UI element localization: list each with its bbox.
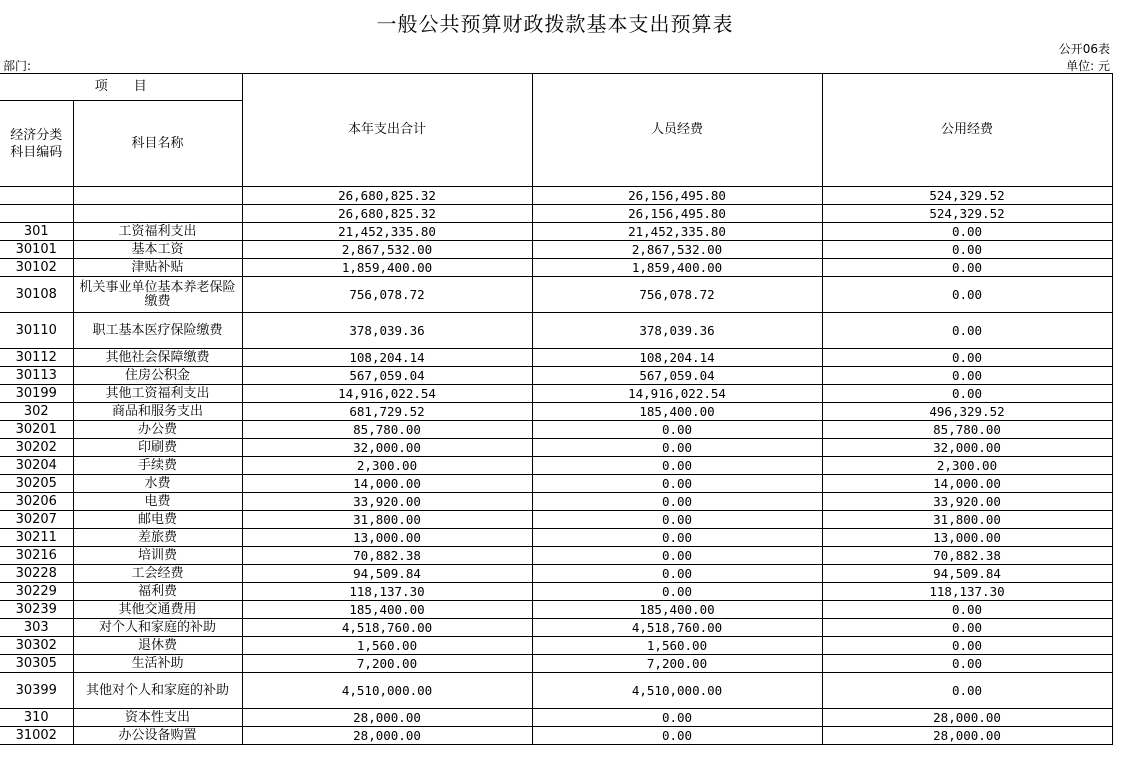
row-name: 职工基本医疗保险缴费 [73,313,242,349]
row-name [73,187,242,205]
row-name: 工会经费 [73,565,242,583]
row-total: 14,916,022.54 [242,385,532,403]
row-personnel: 26,156,495.80 [532,205,822,223]
header-public: 公用经费 [822,74,1112,187]
row-personnel: 0.00 [532,727,822,745]
row-name [73,205,242,223]
row-public: 14,000.00 [822,475,1112,493]
row-public: 94,509.84 [822,565,1112,583]
row-total: 4,518,760.00 [242,619,532,637]
row-code: 30207 [0,511,73,529]
table-row [0,529,1112,547]
row-public: 28,000.00 [822,727,1112,745]
row-public: 70,882.38 [822,547,1112,565]
row-name: 住房公积金 [73,367,242,385]
table-row [0,205,1112,223]
row-code: 30228 [0,565,73,583]
row-total: 14,000.00 [242,475,532,493]
row-total: 118,137.30 [242,583,532,601]
table-row [0,475,1112,493]
form-number: 公开06表 [1058,42,1110,56]
table-row [0,601,1112,619]
table-row [0,673,1112,709]
row-name: 其他对个人和家庭的补助 [73,673,242,709]
row-code: 30201 [0,421,73,439]
row-code: 30102 [0,259,73,277]
row-personnel: 4,518,760.00 [532,619,822,637]
row-total: 567,059.04 [242,367,532,385]
table-row [0,493,1112,511]
row-total: 1,859,400.00 [242,259,532,277]
row-code [0,205,73,223]
row-personnel: 378,039.36 [532,313,822,349]
department-label: 部门: [3,59,32,73]
row-code: 30211 [0,529,73,547]
row-personnel: 4,510,000.00 [532,673,822,709]
table-row [0,457,1112,475]
row-code: 302 [0,403,73,421]
row-total: 26,680,825.32 [242,187,532,205]
row-personnel: 0.00 [532,547,822,565]
row-personnel: 567,059.04 [532,367,822,385]
row-public: 524,329.52 [822,187,1112,205]
row-public: 496,329.52 [822,403,1112,421]
row-public: 0.00 [822,259,1112,277]
table-row [0,511,1112,529]
row-total: 185,400.00 [242,601,532,619]
row-public: 33,920.00 [822,493,1112,511]
row-name: 机关事业单位基本养老保险缴费 [73,277,242,313]
row-personnel: 0.00 [532,529,822,547]
row-total: 4,510,000.00 [242,673,532,709]
row-personnel: 0.00 [532,709,822,727]
row-personnel: 0.00 [532,457,822,475]
row-public: 0.00 [822,655,1112,673]
row-public: 0.00 [822,385,1112,403]
row-total: 26,680,825.32 [242,205,532,223]
row-personnel: 0.00 [532,493,822,511]
table-row [0,313,1112,349]
row-public: 2,300.00 [822,457,1112,475]
row-name: 商品和服务支出 [73,403,242,421]
row-personnel: 21,452,335.80 [532,223,822,241]
row-personnel: 14,916,022.54 [532,385,822,403]
row-personnel: 108,204.14 [532,349,822,367]
row-code: 30202 [0,439,73,457]
row-total: 2,867,532.00 [242,241,532,259]
row-public: 0.00 [822,223,1112,241]
table-row [0,727,1112,745]
row-code: 301 [0,223,73,241]
table-row [0,259,1112,277]
header-code: 经济分类科目编码 [0,101,73,187]
header-project: 项 目 [0,74,242,101]
row-personnel: 185,400.00 [532,403,822,421]
row-code: 30205 [0,475,73,493]
row-name: 其他社会保障缴费 [73,349,242,367]
row-public: 0.00 [822,601,1112,619]
row-code: 303 [0,619,73,637]
row-public: 524,329.52 [822,205,1112,223]
row-code: 30305 [0,655,73,673]
row-total: 31,800.00 [242,511,532,529]
row-code: 30101 [0,241,73,259]
row-name: 办公设备购置 [73,727,242,745]
row-personnel: 0.00 [532,475,822,493]
header-row-1 [0,74,1112,101]
row-code: 30239 [0,601,73,619]
row-public: 0.00 [822,637,1112,655]
row-name: 电费 [73,493,242,511]
row-public: 13,000.00 [822,529,1112,547]
row-total: 28,000.00 [242,709,532,727]
row-personnel: 1,859,400.00 [532,259,822,277]
row-public: 0.00 [822,277,1112,313]
row-name: 福利费 [73,583,242,601]
row-total: 378,039.36 [242,313,532,349]
row-public: 0.00 [822,673,1112,709]
row-personnel: 26,156,495.80 [532,187,822,205]
table-row [0,241,1112,259]
table-row [0,583,1112,601]
row-name: 培训费 [73,547,242,565]
header-name: 科目名称 [73,101,242,187]
row-personnel: 7,200.00 [532,655,822,673]
row-total: 1,560.00 [242,637,532,655]
table-row [0,709,1112,727]
row-code: 30204 [0,457,73,475]
row-name: 生活补助 [73,655,242,673]
budget-table [0,73,1113,745]
row-code: 30110 [0,313,73,349]
row-total: 108,204.14 [242,349,532,367]
row-personnel: 2,867,532.00 [532,241,822,259]
row-public: 0.00 [822,313,1112,349]
row-total: 32,000.00 [242,439,532,457]
row-code [0,187,73,205]
row-personnel: 185,400.00 [532,601,822,619]
row-public: 0.00 [822,367,1112,385]
row-name: 水费 [73,475,242,493]
table-row [0,655,1112,673]
row-personnel: 756,078.72 [532,277,822,313]
row-total: 28,000.00 [242,727,532,745]
row-public: 28,000.00 [822,709,1112,727]
row-code: 30112 [0,349,73,367]
unit-label: 单位: 元 [1066,59,1110,73]
row-personnel: 0.00 [532,565,822,583]
row-name: 对个人和家庭的补助 [73,619,242,637]
table-row [0,439,1112,457]
table-row [0,547,1112,565]
row-code: 31002 [0,727,73,745]
row-total: 94,509.84 [242,565,532,583]
row-name: 基本工资 [73,241,242,259]
row-name: 津贴补贴 [73,259,242,277]
header-personnel: 人员经费 [532,74,822,187]
row-name: 手续费 [73,457,242,475]
row-total: 2,300.00 [242,457,532,475]
row-total: 7,200.00 [242,655,532,673]
row-personnel: 0.00 [532,421,822,439]
table-row [0,367,1112,385]
row-public: 0.00 [822,349,1112,367]
row-public: 0.00 [822,241,1112,259]
row-name: 其他工资福利支出 [73,385,242,403]
table-row [0,277,1112,313]
row-total: 13,000.00 [242,529,532,547]
row-personnel: 0.00 [532,439,822,457]
row-public: 31,800.00 [822,511,1112,529]
row-personnel: 0.00 [532,583,822,601]
table-row [0,349,1112,367]
row-code: 30216 [0,547,73,565]
row-name: 其他交通费用 [73,601,242,619]
table-row [0,403,1112,421]
row-total: 21,452,335.80 [242,223,532,241]
row-code: 30229 [0,583,73,601]
row-name: 邮电费 [73,511,242,529]
row-total: 681,729.52 [242,403,532,421]
page-title: 一般公共预算财政拨款基本支出预算表 [376,12,734,36]
row-code: 30113 [0,367,73,385]
row-total: 756,078.72 [242,277,532,313]
row-code: 30399 [0,673,73,709]
header-total: 本年支出合计 [242,74,532,187]
row-total: 70,882.38 [242,547,532,565]
table-row [0,565,1112,583]
row-name: 印刷费 [73,439,242,457]
row-name: 工资福利支出 [73,223,242,241]
row-code: 310 [0,709,73,727]
row-public: 32,000.00 [822,439,1112,457]
row-public: 85,780.00 [822,421,1112,439]
table-row [0,187,1112,205]
table-row [0,637,1112,655]
row-name: 退休费 [73,637,242,655]
row-public: 118,137.30 [822,583,1112,601]
table-row [0,385,1112,403]
row-code: 30199 [0,385,73,403]
table-row [0,619,1112,637]
row-code: 30206 [0,493,73,511]
row-public: 0.00 [822,619,1112,637]
row-personnel: 0.00 [532,511,822,529]
row-total: 33,920.00 [242,493,532,511]
table-row [0,223,1112,241]
row-total: 85,780.00 [242,421,532,439]
row-name: 资本性支出 [73,709,242,727]
table-row [0,421,1112,439]
row-personnel: 1,560.00 [532,637,822,655]
row-name: 差旅费 [73,529,242,547]
row-name: 办公费 [73,421,242,439]
row-code: 30108 [0,277,73,313]
row-code: 30302 [0,637,73,655]
